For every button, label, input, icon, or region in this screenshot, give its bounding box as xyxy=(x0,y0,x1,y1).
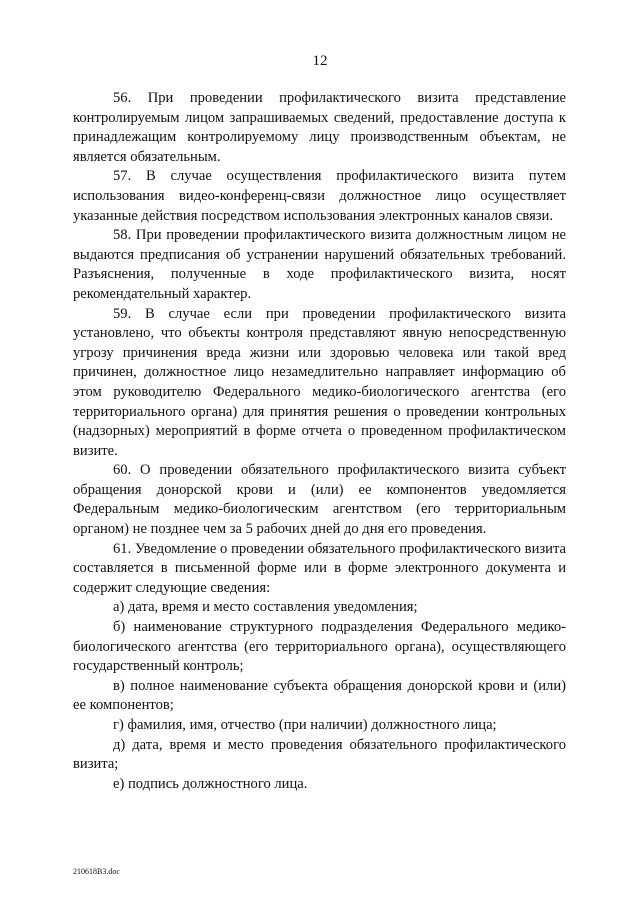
paragraph-56: 56. При проведении профилактического визита представление контролируемым лицом запрашиваемых сведений, предоставление доступа к принадлежащим контролируемому лицу производственным объектам, не является обязательным. xyxy=(73,90,566,165)
page-number: 12 xyxy=(312,53,328,69)
list-item-e: е) подпись должностного лица. xyxy=(113,775,308,792)
list-item-b: б) наименование структурного подразделения Федерального медико-биологического агентства (его территориального органа), осуществляющего государственный контроль; xyxy=(73,619,566,675)
paragraph-58: 58. При проведении профилактического визита должностным лицом не выдаются предписания об устранении нарушений обязательных требований. Разъяснения, полученные в ходе профилактического визита, носят рекомендательный характер. xyxy=(73,227,566,302)
paragraph-59: 59. В случае если при проведении профилактического визита установлено, что объекты контроля представляют явную непосредственную угрозу причинения вреда жизни или здоровью человека или такой вред причинен, должностное лицо незамедлительно направляет информацию об этом руководителю Федерального медико-биологического агентства (его территориального органа) для принятия решения о проведении контрольных (надзорных) мероприятий в форме отчета о проведенном профилактическом визите. xyxy=(73,305,566,459)
list-item-v: в) полное наименование субъекта обращения донорской крови и (или) ее компонентов; xyxy=(73,677,566,714)
paragraph-61: 61. Уведомление о проведении обязательного профилактического визита составляется в письменной форме или в форме электронного документа и содержит следующие сведения: xyxy=(73,540,566,596)
paragraph-60: 60. О проведении обязательного профилактического визита субъект обращения донорской крови и (или) ее компонентов уведомляется Федеральным медико-биологическим агентством (его территориальным органом) не позднее чем за 5 рабочих дней до дня его проведения. xyxy=(73,462,566,538)
document-body xyxy=(73,89,566,794)
paragraph-57: 57. В случае осуществления профилактического визита путем использования видео-конференц-связи должностное лицо осуществляет указанные действия посредством использования электронных каналов связи. xyxy=(73,168,566,224)
list-item-g: г) фамилия, имя, отчество (при наличии) должностного лица; xyxy=(113,717,497,733)
list-item-d: д) дата, время и место проведения обязательного профилактического визита; xyxy=(73,736,566,773)
footer-filename: 210618В3.doc xyxy=(73,867,120,876)
list-item-a: а) дата, время и место составления уведомления; xyxy=(113,599,418,616)
